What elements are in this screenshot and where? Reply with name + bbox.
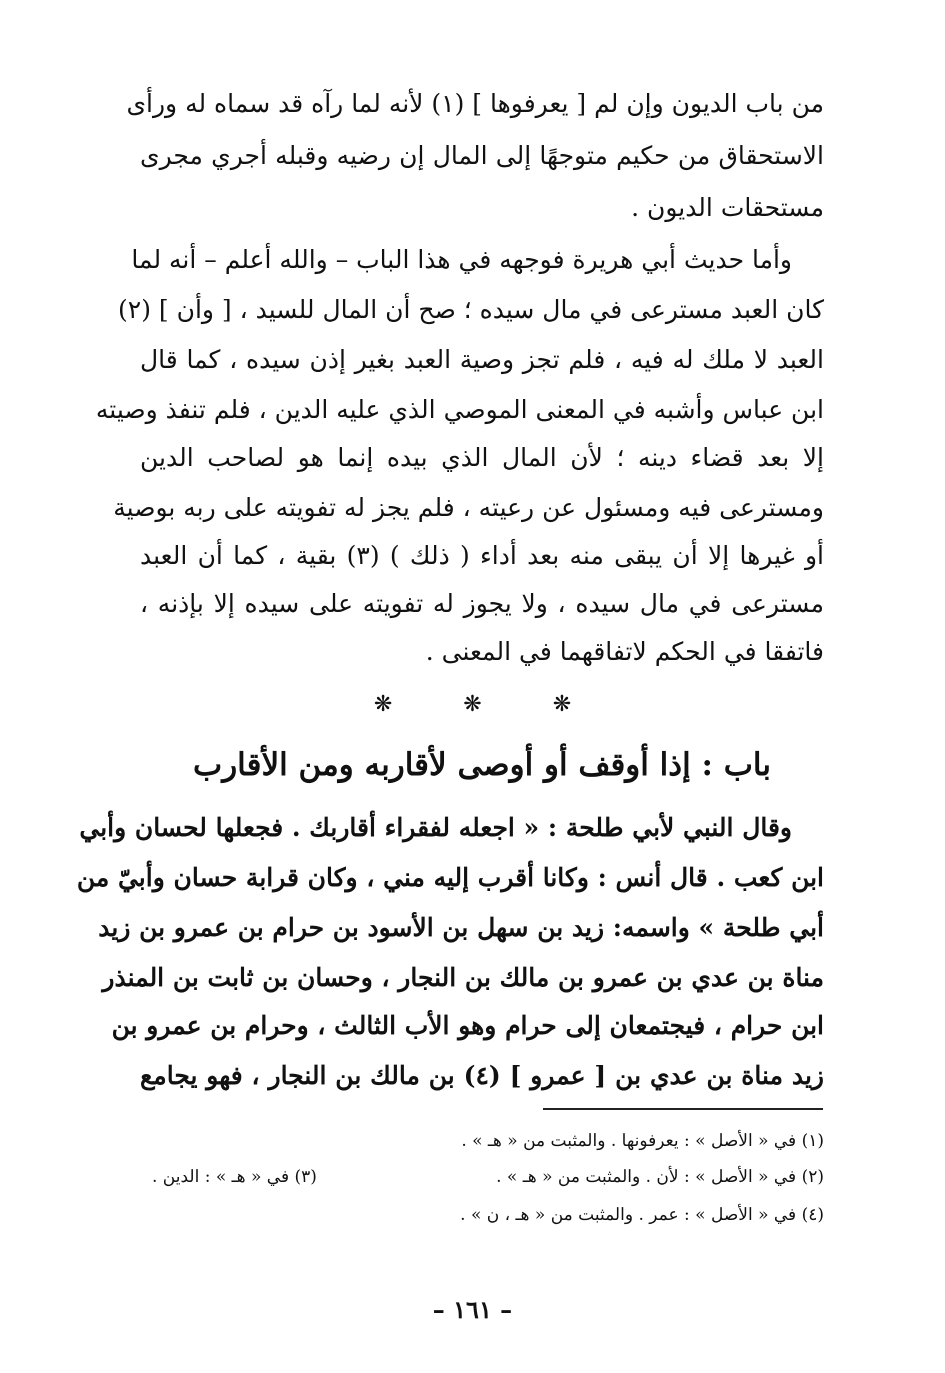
text-line: مسترعى في مال سيده ، ولا يجوز له تفويته على سيده إلا بإذنه ، <box>140 589 824 618</box>
text-line: مستحقات الديون . <box>631 193 824 222</box>
text-line: من باب الديون وإن لم [ يعرفوها ] (١) لأنه لما رآه قد سماه له ورأى <box>126 89 824 118</box>
text-line: ابن حرام ، فيجتمعان إلى حرام وهو الأب الثالث ، وحرام بن عمرو بن <box>111 1011 824 1040</box>
text-line: فاتفقا في الحكم لاتفاقهما في المعنى . <box>425 637 824 666</box>
star-ornament-icon: ❋ <box>373 692 393 717</box>
text-line: ومسترعى فيه ومسئول عن رعيته ، فلم يجز له تفويته على ربه بوصية <box>113 493 824 522</box>
star-ornament-icon: ❋ <box>552 692 572 717</box>
text-line: ابن كعب . قال أنس : وكانا أقرب إليه مني ، وكان قرابة حسان وأبيّ من <box>76 863 824 892</box>
footnote <box>140 1126 824 1156</box>
footnote <box>140 1200 824 1230</box>
text-line: زيد مناة بن عدي بن [ عمرو ] (٤) بن مالك بن النجار ، فهو يجامع <box>140 1061 824 1090</box>
footnote-text: (١) في « الأصل » : يعرفونها . والمثبت من « هـ » . <box>461 1131 824 1151</box>
footnote-text: (٢) في « الأصل » : لأن . والمثبت من « هـ » . <box>496 1167 824 1187</box>
text-line: وأما حديث أبي هريرة فوجهه في هذا الباب – والله أعلم – أنه لما <box>131 245 792 274</box>
text-line: ابن عباس وأشبه في المعنى الموصي الذي عليه الدين ، فلم تنفذ وصيته <box>95 395 824 424</box>
text-line: إلا بعد قضاء دينه ؛ لأن المال الذي بيده إنما هو لصاحب الدين <box>140 443 824 472</box>
star-ornament-icon: ❋ <box>463 692 482 717</box>
text-line: أبي طلحة » واسمه: زيد بن سهل بن الأسود بن حرام بن عمرو بن زيد <box>98 913 824 942</box>
footnote-text: (٤) في « الأصل » : عمر . والمثبت من « هـ ، ن » . <box>460 1205 824 1225</box>
chapter-heading: باب : إذا أوقف أو أوصى لأقاربه ومن الأقارب <box>193 747 771 783</box>
text-line: مناة بن عدي بن عمرو بن مالك بن النجار ، وحسان بن ثابت بن المنذر <box>102 963 824 992</box>
page-number: – ١٦١ – <box>432 1295 513 1324</box>
section-separator <box>0 692 945 722</box>
footnote-text: (٣) في « هـ » : الدين . <box>152 1167 317 1187</box>
footnote <box>140 1162 824 1192</box>
text-line: الاستحقاق من حكيم متوجهًا إلى المال إن رضيه وقبله أجري مجرى <box>140 141 824 170</box>
text-line: كان العبد مسترعى في مال سيده ؛ صح أن المال للسيد ، [ وأن ] (٢) <box>117 295 824 324</box>
text-line: العبد لا ملك له فيه ، فلم تجز وصية العبد بغير إذن سيده ، كما قال <box>140 345 824 374</box>
text-line: أو غيرها إلا أن يبقى منه بعد أداء ( ذلك ) (٣) بقية ، كما أن العبد <box>140 541 824 570</box>
footnote-divider <box>543 1108 823 1110</box>
text-line: وقال النبي لأبي طلحة : « اجعله لفقراء أقاربك . فجعلها لحسان وأبي <box>79 813 792 842</box>
